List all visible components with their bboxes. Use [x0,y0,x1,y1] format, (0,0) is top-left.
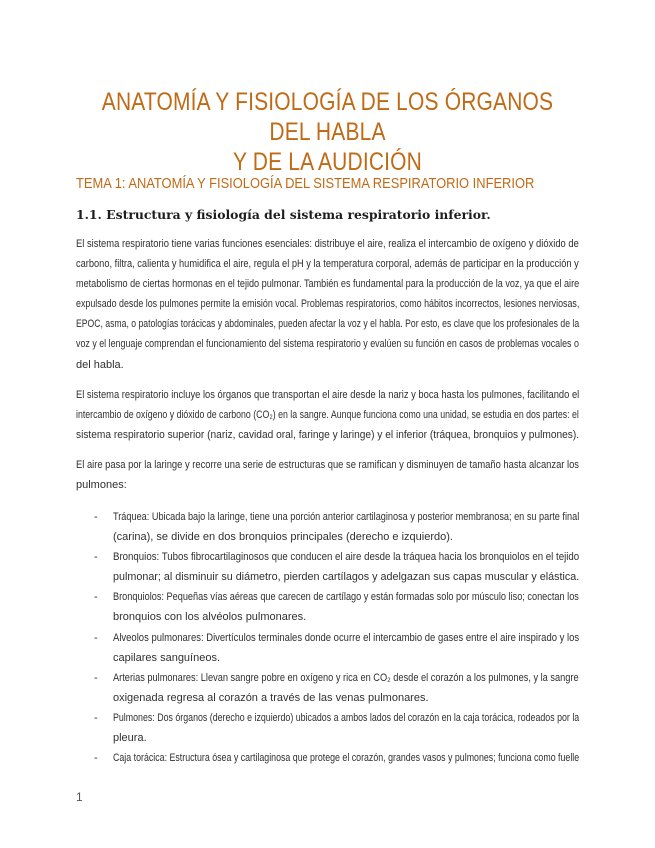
list-marker: - [94,551,98,564]
text-line-content: expulsado desde los pulmones permite la emisión vocal. Problemas respiratorios, como hábitos incorrectos, lesiones nerviosas, [76,298,580,311]
list-marker: - [94,511,98,523]
text-line-content: pulmonar; al disminuir su diámetro, pierden cartílagos y adelgazan sus capas muscular y elástica. [113,571,580,584]
text-line [76,294,579,314]
text-line [76,254,579,274]
list-item [76,668,579,708]
list-marker: - [94,671,98,684]
structures-list [76,507,579,768]
theme-heading: TEMA 1: ANATOMÍA Y FISIOLOGÍA DEL SISTEMA RESPIRATORIO INFERIOR [76,175,535,192]
text-line [76,475,579,495]
text-line-content: voz y el lenguaje comprendan el funcionamiento del sistema respiratorio y evalúen su función en casos de problemas vocales o [76,338,579,351]
text-line [76,385,579,405]
text-line-content: Arterias pulmonares: Llevan sangre pobre en oxígeno y rica en CO₂ desde el corazón a los pulmones, y la sangre [113,671,579,684]
text-line-content: Caja torácica: Estructura ósea y cartilaginosa que protege el corazón, grandes vasos y pulmones; funciona como fuelle [113,752,580,765]
title-line-2: Y DE LA AUDICIÓN [232,148,423,176]
list-marker: - [94,631,98,644]
text-line [76,425,579,445]
text-line [113,628,579,648]
text-line-content: EPOC, asma, o patologías torácicas y abdominales, pueden afectar la voz y el habla. Por esto, es clave que los profesionales de la [76,318,580,331]
text-line-content: Pulmones: Dos órganos (derecho e izquierdo) ubicados a ambos lados del corazón en la caja torácica, rodeados por la [113,711,580,724]
list-item [76,628,579,668]
text-line [113,668,579,688]
title-line-1: ANATOMÍA Y FISIOLOGÍA DE LOS ÓRGANOS DEL HABLA [101,88,554,146]
text-line [76,334,579,354]
text-line [76,234,579,254]
list-item [76,587,579,627]
text-line [113,648,579,668]
list-item [76,547,579,587]
text-line [113,567,579,587]
text-line [113,607,579,627]
text-line [113,688,579,708]
text-line-content: del habla. [76,358,124,371]
text-line-content: El sistema respiratorio tiene varias funciones esenciales: distribuye el aire, realiza el intercambio de oxígeno y dióxido de [76,238,579,250]
text-line [113,547,579,567]
text-line-content: pleura. [113,732,147,745]
text-line-content: sistema respiratorio superior (nariz, cavidad oral, faringe y laringe) y el inferior (tráquea, bronquios y pulmones). [76,429,580,442]
text-line [113,748,579,768]
text-line [76,405,579,425]
text-line [76,314,579,334]
text-line-content: Bronquiolos: Pequeñas vías aéreas que carecen de cartílago y están formadas solo por músculo liso; conectan los [113,591,579,604]
text-line-content: intercambio de oxígeno y dióxido de carbono (CO₂) en la sangre. Aunque funciona como una unidad, se estudia en dos partes: el [76,409,579,422]
text-line [113,507,579,527]
text-line-content: bronquios con los alvéolos pulmonares. [113,611,307,624]
text-line-content: oxigenada regresa al corazón a través de las venas pulmonares. [113,691,429,704]
list-marker: - [94,752,98,765]
text-line-content: Tráquea: Ubicada bajo la laringe, tiene una porción anterior cartilaginosa y posterior membranosa; en su parte final [113,511,580,523]
text-line [113,587,579,607]
text-line-content: metabolismo de ciertas hormonas en el tejido pulmonar. También es fundamental para la producción de la voz, ya que el aire [76,278,580,291]
text-line-content: pulmones: [76,479,127,492]
list-item [76,708,579,748]
text-line-content: capilares sanguíneos. [113,651,221,664]
paragraph-1 [76,234,579,375]
list-item [76,748,579,768]
list-marker: - [94,711,98,724]
text-line-content: Bronquios: Tubos fibrocartilaginosos que conducen el aire desde la tráquea hacia los bronquiolos en el tejido [113,551,580,564]
paragraph-2 [76,385,579,445]
text-line-content: El aire pasa por la laringe y recorre una serie de estructuras que se ramifican y disminuyen de tamaño hasta alcanzar los [76,459,580,471]
text-line [76,455,579,475]
text-line-content: El sistema respiratorio incluye los órganos que transportan el aire desde la nariz y boca hasta los pulmones, facilitando el [76,389,580,401]
page-number: 1 [76,790,83,804]
paragraph-3 [76,455,579,495]
section-heading: 1.1. Estructura y fisiología del sistema respiratorio inferior. [76,207,491,222]
list-item [76,507,579,547]
text-line [76,274,579,294]
text-line-content: (carina), se divide en dos bronquios principales (derecho e izquierdo). [113,531,453,544]
text-line [113,708,579,728]
list-marker: - [94,591,98,604]
text-line [76,355,579,375]
text-line [113,527,579,547]
text-line [113,728,579,748]
text-line-content: Alveolos pulmonares: Divertículos terminales donde ocurre el intercambio de gases entre el aire inspirado y los [113,631,580,644]
document-title [86,87,569,177]
text-line-content: carbono, filtra, calienta y humidifica el aire, regula el pH y la temperatura corporal, además de participar en la producción y [76,258,579,271]
